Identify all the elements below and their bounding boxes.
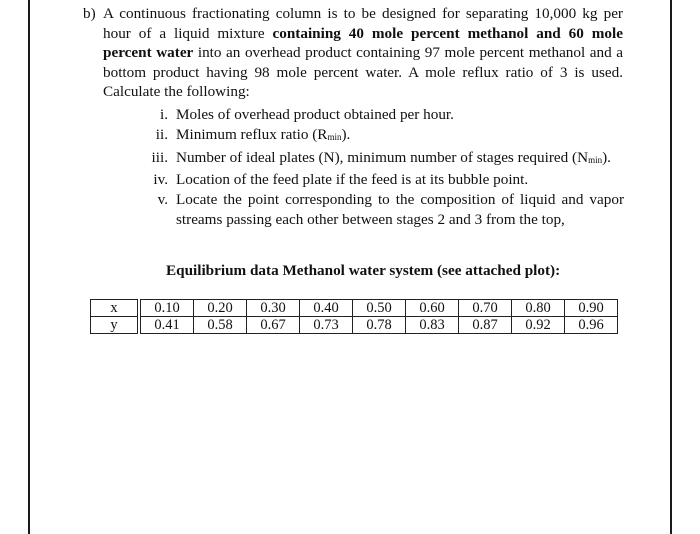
row-label-y: y — [91, 317, 138, 334]
question-text-part: into an overhead product containing 97 mole percent methanol and a bottom product having 98 mole percent water. A mole reflux ratio of 3 is used. Calculate the following: — [103, 44, 624, 101]
task-item — [128, 148, 624, 171]
page-left-border — [28, 0, 30, 534]
table-cell: 0.90 — [565, 300, 618, 317]
question-text-bold: containing 40 mole percent methanol and 60 mole percent water — [103, 24, 623, 62]
table-cell: 0.96 — [565, 317, 618, 334]
task-text: Moles of overhead product obtained per hour. — [176, 106, 454, 123]
task-item — [128, 105, 624, 125]
table-cell: 0.83 — [406, 317, 459, 334]
table-cell: 0.73 — [300, 317, 353, 334]
equilibrium-table — [90, 299, 618, 334]
question-block — [83, 4, 624, 102]
table-cell: 0.92 — [512, 317, 565, 334]
task-text: Number of ideal plates (N), minimum number of stages required $(N_{min})$. — [176, 148, 611, 166]
task-item — [128, 170, 624, 190]
table-cell: 0.41 — [141, 317, 194, 334]
task-number: ii. — [155, 125, 168, 143]
table-cell: 0.40 — [300, 300, 353, 317]
table-cell: 0.87 — [459, 317, 512, 334]
table-cell: 0.80 — [512, 300, 565, 317]
task-list — [128, 105, 624, 230]
question-text-part: A continuous fractionating column is to be designed for separating 10,000 kg per hour of a liquid mixture — [103, 5, 623, 42]
task-number: iii. — [151, 148, 168, 166]
task-text: Location of the feed plate if the feed is at its bubble point. — [176, 171, 529, 189]
question-text — [103, 4, 623, 102]
task-item — [128, 125, 624, 148]
table-cell: 0.50 — [353, 300, 406, 317]
question-label: b) — [83, 5, 96, 22]
table-row — [91, 300, 618, 317]
task-text: Minimum reflux ratio $(R_{min})$. — [176, 125, 351, 143]
table-cell: 0.58 — [194, 317, 247, 334]
row-label-x: x — [91, 300, 138, 317]
task-text: Locate the point corresponding to the composition of liquid and vapor streams passing each other between stages 2 and 3 from the top, — [176, 191, 624, 228]
page-right-border — [670, 0, 672, 534]
table-cell: 0.78 — [353, 317, 406, 334]
task-number: i. — [159, 106, 168, 123]
task-item — [128, 190, 624, 230]
task-number: iv. — [153, 171, 168, 189]
table-cell: 0.20 — [194, 300, 247, 317]
table-cell: 0.30 — [247, 300, 300, 317]
table-cell: 0.70 — [459, 300, 512, 317]
table-row — [91, 317, 618, 334]
equilibrium-table-title: Equilibrium data Methanol water system (see attached plot): — [166, 262, 561, 279]
table-cell: 0.10 — [141, 300, 194, 317]
table-cell: 0.67 — [247, 317, 300, 334]
table-cell: 0.60 — [406, 300, 459, 317]
task-number: v. — [157, 191, 168, 209]
